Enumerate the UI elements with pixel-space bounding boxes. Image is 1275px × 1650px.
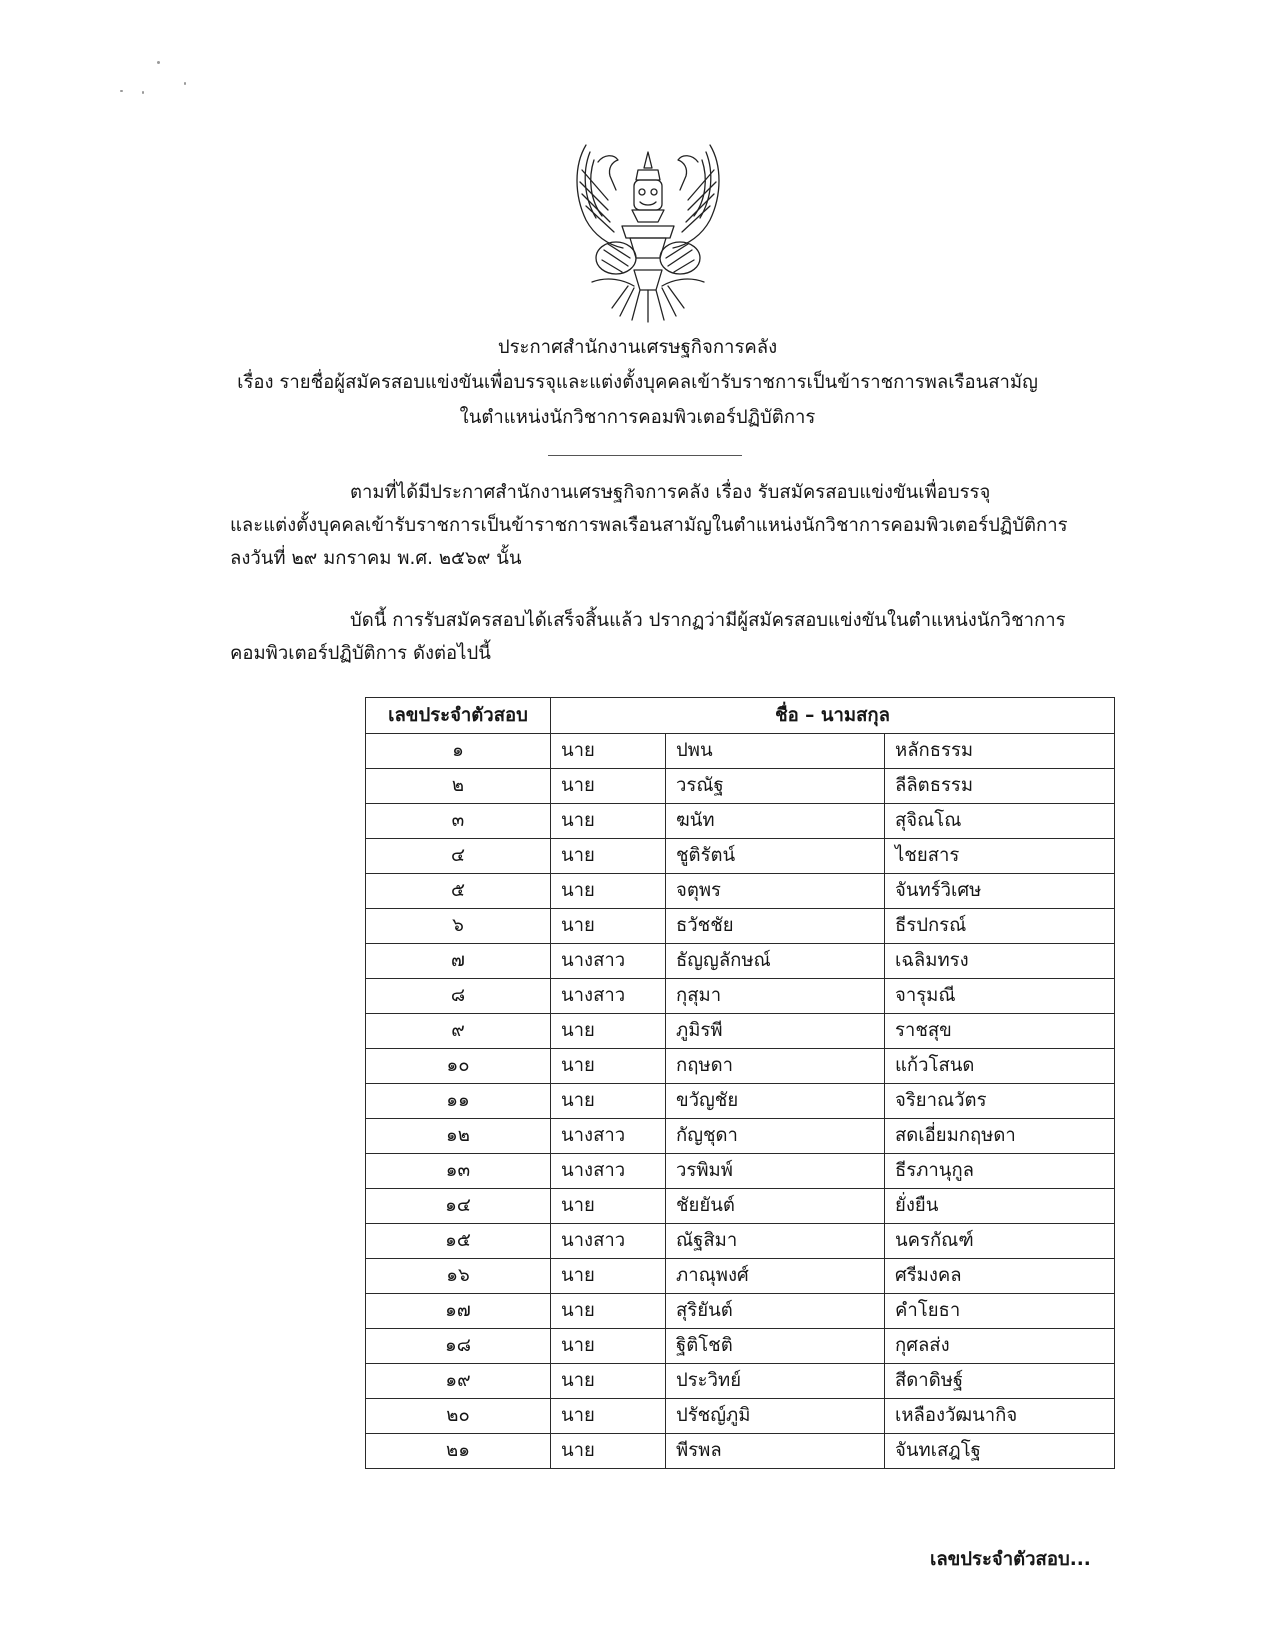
- cell-title: นาย: [551, 1329, 666, 1364]
- table-row: [366, 1294, 1115, 1329]
- table-row: [366, 944, 1115, 979]
- cell-exam-id: ๑๒: [366, 1119, 551, 1154]
- cell-last-name: ธีรภานุกูล: [885, 1154, 1115, 1189]
- table-row: [366, 1084, 1115, 1119]
- table-row: [366, 909, 1115, 944]
- cell-title: นางสาว: [551, 944, 666, 979]
- cell-last-name: จันทเสฎโฐ: [885, 1434, 1115, 1469]
- cell-first-name: สุริยันต์: [666, 1294, 885, 1329]
- cell-first-name: จตุพร: [666, 874, 885, 909]
- cell-title: นาย: [551, 909, 666, 944]
- cell-last-name: ราชสุข: [885, 1014, 1115, 1049]
- cell-first-name: กัญชุดา: [666, 1119, 885, 1154]
- cell-title: นาย: [551, 1189, 666, 1224]
- cell-title: นางสาว: [551, 979, 666, 1014]
- table-row: [366, 1014, 1115, 1049]
- paragraph-line: ตามที่ได้มีประกาศสำนักงานเศรษฐกิจการคลัง เรื่อง รับสมัครสอบแข่งขันเพื่อบรรจุ: [350, 482, 991, 503]
- cell-title: นางสาว: [551, 1154, 666, 1189]
- paragraph-reference: [230, 476, 1110, 575]
- paragraph-line: บัดนี้ การรับสมัครสอบได้เสร็จสิ้นแล้ว ปรากฏว่ามีผู้สมัครสอบแข่งขันในตำแหน่งนักวิชาการ: [350, 610, 1066, 631]
- cell-last-name: คำโยธา: [885, 1294, 1115, 1329]
- header-full-name: ชื่อ – นามสกุล: [551, 698, 1115, 734]
- continuation-note: เลขประจำตัวสอบ...: [930, 1549, 1091, 1570]
- cell-title: นางสาว: [551, 1119, 666, 1154]
- cell-first-name: ฐิติโชติ: [666, 1329, 885, 1364]
- cell-first-name: ธัญญลักษณ์: [666, 944, 885, 979]
- table-row: [366, 1364, 1115, 1399]
- heading-agency: ประกาศสำนักงานเศรษฐกิจการคลัง: [497, 337, 778, 358]
- cell-exam-id: ๔: [366, 839, 551, 874]
- cell-exam-id: ๖: [366, 909, 551, 944]
- table-row: [366, 1049, 1115, 1084]
- cell-exam-id: ๙: [366, 1014, 551, 1049]
- table-row: [366, 1224, 1115, 1259]
- cell-last-name: ศรีมงคล: [885, 1259, 1115, 1294]
- cell-title: นาย: [551, 1364, 666, 1399]
- cell-first-name: วรณัฐ: [666, 769, 885, 804]
- heading-position: ในตำแหน่งนักวิชาการคอมพิวเตอร์ปฏิบัติการ: [459, 407, 816, 428]
- table-row: [366, 1434, 1115, 1469]
- cell-first-name: กฤษดา: [666, 1049, 885, 1084]
- table-row: [366, 1329, 1115, 1364]
- cell-last-name: จารุมณี: [885, 979, 1115, 1014]
- cell-last-name: นครกัณฑ์: [885, 1224, 1115, 1259]
- cell-exam-id: ๘: [366, 979, 551, 1014]
- cell-last-name: จริยาณวัตร: [885, 1084, 1115, 1119]
- cell-title: นาย: [551, 1399, 666, 1434]
- table-row: [366, 734, 1115, 769]
- cell-title: นาย: [551, 1049, 666, 1084]
- scan-speck: [184, 82, 186, 85]
- cell-exam-id: ๑๙: [366, 1364, 551, 1399]
- scan-speck: [157, 61, 160, 64]
- paragraph-line: คอมพิวเตอร์ปฏิบัติการ ดังต่อไปนี้: [230, 643, 491, 664]
- cell-first-name: ชัยยันต์: [666, 1189, 885, 1224]
- cell-last-name: ลีลิตธรรม: [885, 769, 1115, 804]
- cell-title: นาย: [551, 1014, 666, 1049]
- cell-exam-id: ๗: [366, 944, 551, 979]
- cell-title: นาย: [551, 1084, 666, 1119]
- cell-first-name: วรพิมพ์: [666, 1154, 885, 1189]
- announcement-heading: [0, 330, 1275, 435]
- paragraph-line: และแต่งตั้งบุคคลเข้ารับราชการเป็นข้าราชการพลเรือนสามัญในตำแหน่งนักวิชาการคอมพิวเตอร์ปฏิบัติการ: [230, 515, 1068, 536]
- cell-exam-id: ๓: [366, 804, 551, 839]
- cell-title: นาย: [551, 804, 666, 839]
- cell-exam-id: ๑: [366, 734, 551, 769]
- cell-last-name: สดเอี่ยมกฤษดา: [885, 1119, 1115, 1154]
- cell-first-name: ประวิทย์: [666, 1364, 885, 1399]
- cell-first-name: ปพน: [666, 734, 885, 769]
- cell-exam-id: ๑๓: [366, 1154, 551, 1189]
- cell-first-name: ชูติรัตน์: [666, 839, 885, 874]
- table-row: [366, 1154, 1115, 1189]
- cell-title: นาย: [551, 874, 666, 909]
- table-row: [366, 979, 1115, 1014]
- paragraph-line: ลงวันที่ ๒๙ มกราคม พ.ศ. ๒๕๖๙ นั้น: [230, 548, 522, 569]
- heading-divider: [548, 455, 742, 456]
- cell-first-name: ภาณุพงศ์: [666, 1259, 885, 1294]
- cell-last-name: ยั่งยืน: [885, 1189, 1115, 1224]
- heading-subject: เรื่อง รายชื่อผู้สมัครสอบแข่งขันเพื่อบรรจุและแต่งตั้งบุคคลเข้ารับราชการเป็นข้าราชการพลเรือนสามัญ: [237, 372, 1038, 393]
- cell-title: นาย: [551, 1294, 666, 1329]
- cell-exam-id: ๑๕: [366, 1224, 551, 1259]
- table-row: [366, 1119, 1115, 1154]
- paragraph-announcement: [230, 604, 1110, 670]
- cell-last-name: สุจิณโณ: [885, 804, 1115, 839]
- table-row: [366, 1399, 1115, 1434]
- table-row: [366, 769, 1115, 804]
- cell-last-name: กุศลส่ง: [885, 1329, 1115, 1364]
- table-row: [366, 874, 1115, 909]
- cell-first-name: ฆนัท: [666, 804, 885, 839]
- cell-last-name: หลักธรรม: [885, 734, 1115, 769]
- cell-last-name: จันทร์วิเศษ: [885, 874, 1115, 909]
- cell-last-name: ไชยสาร: [885, 839, 1115, 874]
- cell-last-name: เฉลิมทรง: [885, 944, 1115, 979]
- cell-title: นางสาว: [551, 1224, 666, 1259]
- cell-last-name: แก้วโสนด: [885, 1049, 1115, 1084]
- cell-title: นาย: [551, 1434, 666, 1469]
- cell-exam-id: ๒: [366, 769, 551, 804]
- cell-title: นาย: [551, 1259, 666, 1294]
- table-row: [366, 1259, 1115, 1294]
- cell-exam-id: ๑๐: [366, 1049, 551, 1084]
- cell-last-name: เหลืองวัฒนากิจ: [885, 1399, 1115, 1434]
- table-body: [366, 734, 1115, 1469]
- cell-first-name: ณัฐสิมา: [666, 1224, 885, 1259]
- cell-first-name: พีรพล: [666, 1434, 885, 1469]
- cell-exam-id: ๑๔: [366, 1189, 551, 1224]
- header-exam-id: เลขประจำตัวสอบ: [366, 698, 551, 734]
- cell-first-name: ปรัชญ์ภูมิ: [666, 1399, 885, 1434]
- table-row: [366, 839, 1115, 874]
- scan-speck: [142, 91, 144, 94]
- cell-exam-id: ๑๗: [366, 1294, 551, 1329]
- cell-last-name: สีดาดิษฐ์: [885, 1364, 1115, 1399]
- cell-exam-id: ๒๑: [366, 1434, 551, 1469]
- table-row: [366, 1189, 1115, 1224]
- garuda-emblem-icon: [568, 140, 728, 325]
- table-row: [366, 804, 1115, 839]
- cell-exam-id: ๑๑: [366, 1084, 551, 1119]
- cell-first-name: กุสุมา: [666, 979, 885, 1014]
- cell-last-name: ธีรปกรณ์: [885, 909, 1115, 944]
- cell-exam-id: ๑๘: [366, 1329, 551, 1364]
- scan-speck: [120, 90, 123, 92]
- cell-title: นาย: [551, 734, 666, 769]
- cell-first-name: ภูมิรพี: [666, 1014, 885, 1049]
- cell-exam-id: ๒๐: [366, 1399, 551, 1434]
- cell-exam-id: ๕: [366, 874, 551, 909]
- cell-exam-id: ๑๖: [366, 1259, 551, 1294]
- cell-title: นาย: [551, 839, 666, 874]
- table-header-row: [366, 698, 1115, 734]
- candidate-table: [365, 697, 1115, 1469]
- cell-first-name: ขวัญชัย: [666, 1084, 885, 1119]
- cell-title: นาย: [551, 769, 666, 804]
- cell-first-name: ธวัชชัย: [666, 909, 885, 944]
